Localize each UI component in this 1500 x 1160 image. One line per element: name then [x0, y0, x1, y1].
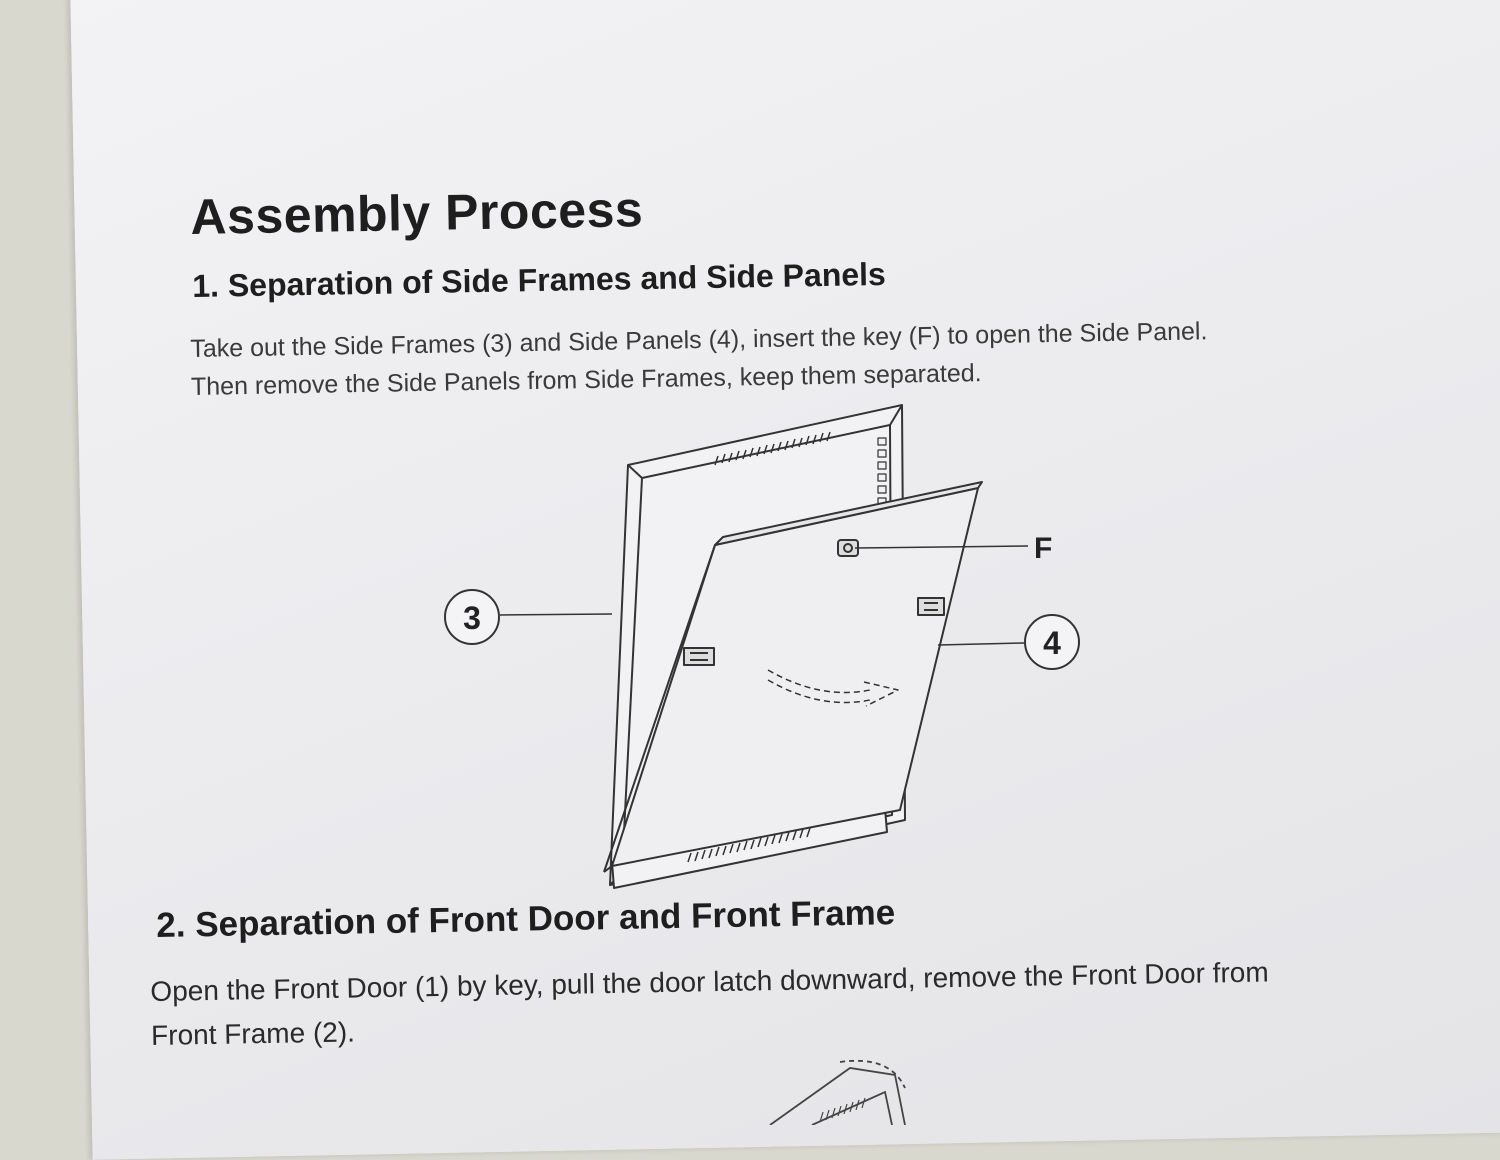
section-2-line-2: Front Frame (2).	[150, 1016, 356, 1051]
section-1-heading: 1. Separation of Side Frames and Side Panels	[192, 255, 887, 304]
callout-f-label: F	[1034, 532, 1053, 565]
section-2-line-1: Open the Front Door (1) by key, pull the door latch downward, remove the Front Door from	[150, 956, 1269, 1007]
callout-3-label: 3	[463, 600, 481, 636]
section-2-heading: 2. Separation of Front Door and Front Frame	[156, 893, 896, 945]
section-1-line-2: Then remove the Side Panels from Side Frames, keep them separated.	[190, 359, 982, 401]
section-1-line-1: Take out the Side Frames (3) and Side Panels (4), insert the key (F) to open the Side Panel.	[190, 317, 1208, 363]
callout-4-label: 4	[1043, 625, 1061, 661]
document-title: Assembly Process	[190, 181, 644, 245]
